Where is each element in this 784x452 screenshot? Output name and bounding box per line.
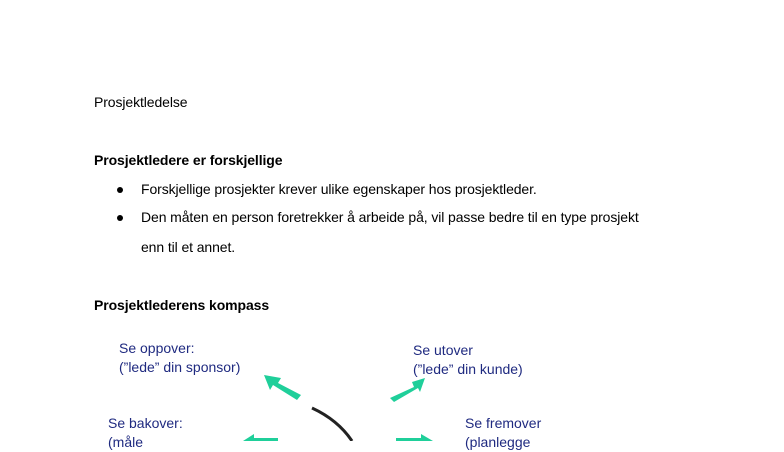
arrow-forward-icon bbox=[396, 434, 433, 441]
compass-label-back: Se bakover: (måle bbox=[108, 415, 183, 450]
bullet-item-continuation: enn til et annet. bbox=[141, 239, 236, 255]
compass-label-forward: Se fremover (planlegge bbox=[465, 415, 542, 450]
arrow-out-icon bbox=[390, 378, 425, 402]
arrow-back-icon bbox=[243, 434, 278, 441]
compass-curve bbox=[312, 408, 352, 441]
section-heading-compass: Prosjektlederens kompass bbox=[94, 297, 270, 313]
arrow-up-icon bbox=[264, 375, 301, 400]
section-heading-project-managers: Prosjektledere er forskjellige bbox=[94, 152, 283, 168]
bullet-item: Forskjellige prosjekter krever ulike egenskaper hos prosjektleder. bbox=[141, 181, 537, 197]
bullet-item: Den måten en person foretrekker å arbeide på, vil passe bedre til en type prosjekt bbox=[141, 209, 639, 225]
compass-label-up: Se oppover: (”lede” din sponsor) bbox=[119, 340, 241, 375]
page-title: Prosjektledelse bbox=[94, 94, 188, 110]
compass-label-out: Se utover (”lede” din kunde) bbox=[413, 342, 523, 377]
